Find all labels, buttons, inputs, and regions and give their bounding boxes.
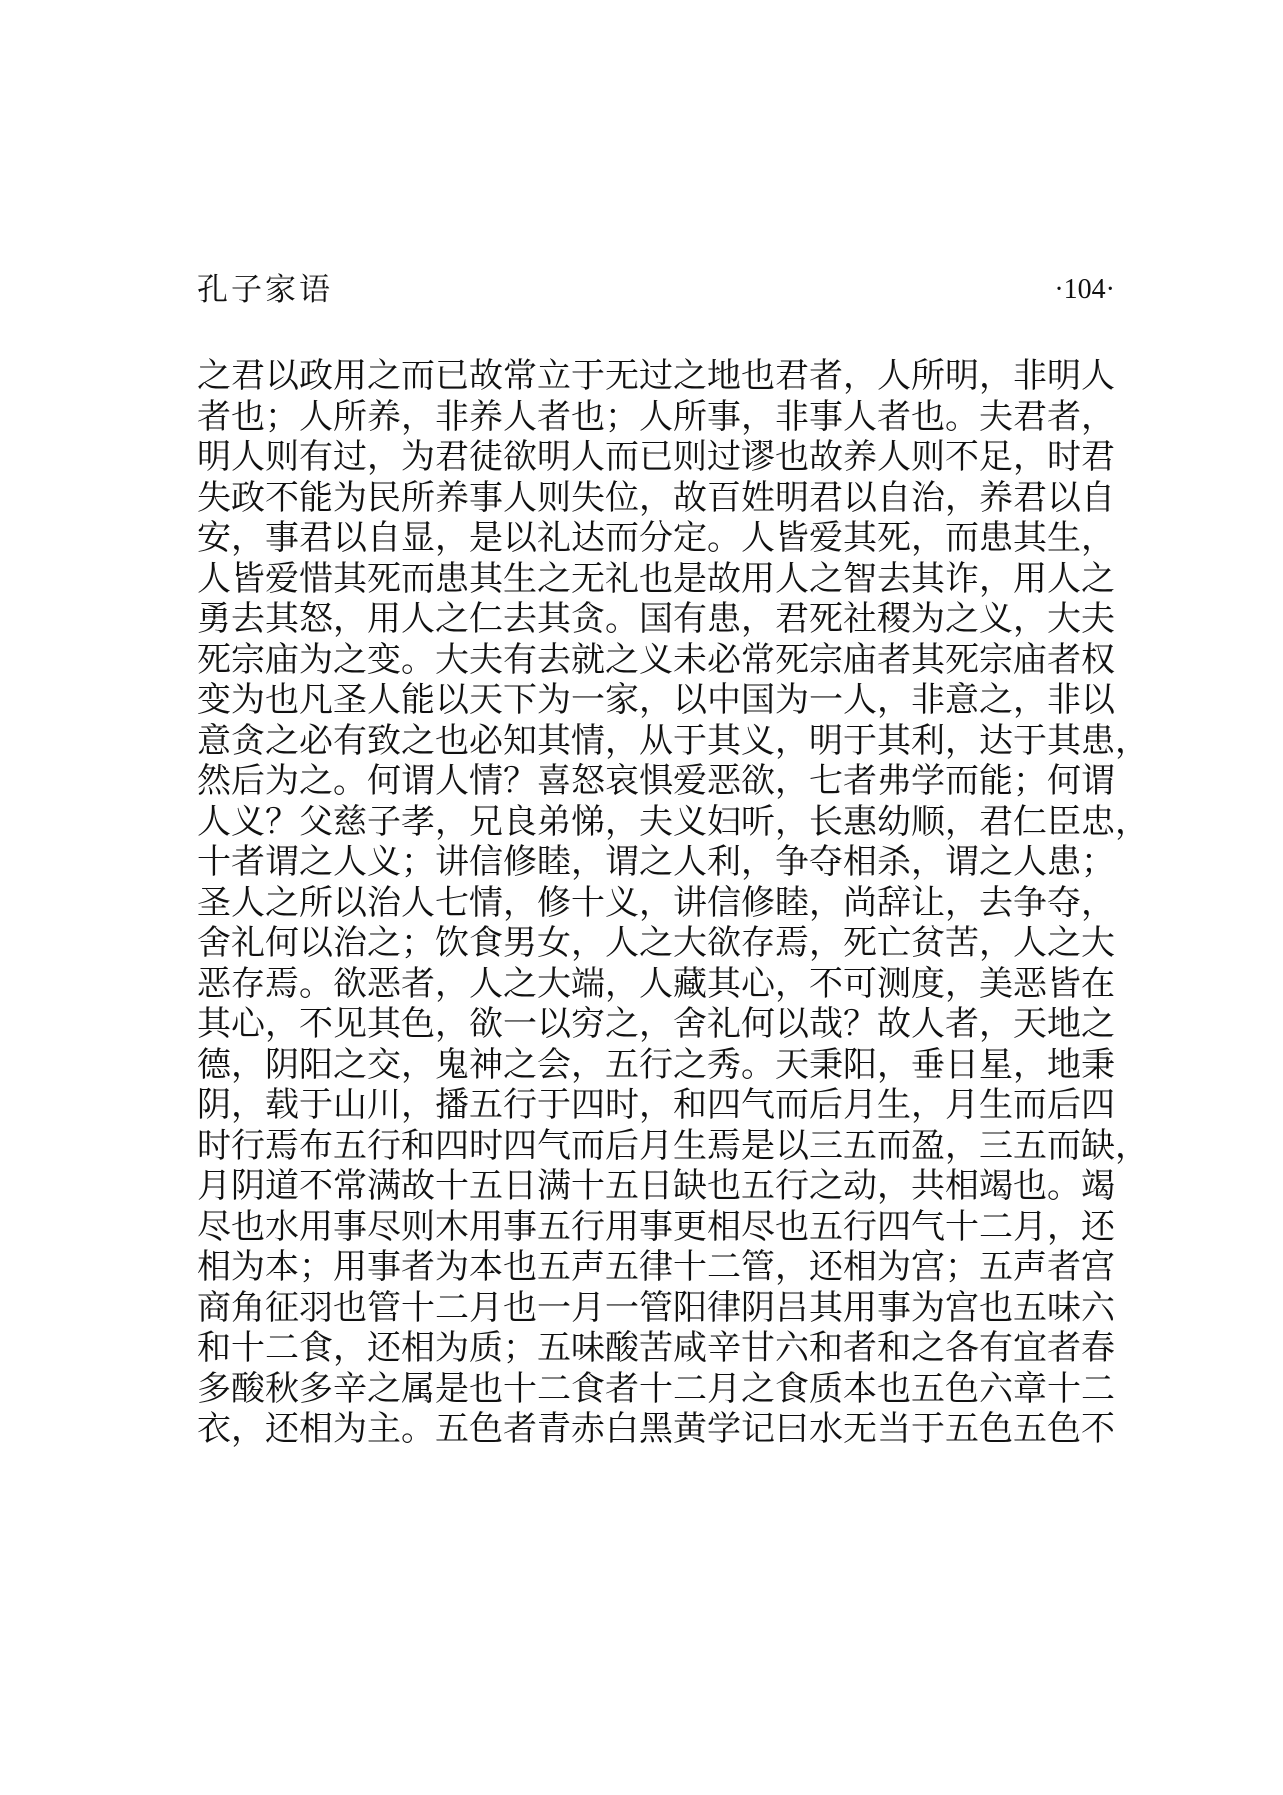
text-line: 月阴道不常满故十五日满十五日缺也五行之动，共相竭也。竭 [197, 1166, 1115, 1206]
text-line: 之君以政用之而已故常立于无过之地也君者，人所明，非明人 [197, 356, 1115, 396]
page-number: ·104· [1054, 274, 1115, 305]
text-line: 尽也水用事尽则木用事五行用事更相尽也五行四气十二月，还 [197, 1206, 1115, 1247]
text-line: 舍礼何以治之；饮食男女，人之大欲存焉，死亡贫苦，人之大 [197, 923, 1115, 963]
text-line: 者也；人所养，非养人者也；人所事，非事人者也。夫君者， [197, 396, 1115, 437]
book-title: 孔子家语 [197, 272, 333, 308]
text-line: 圣人之所以治人七情，修十义，讲信修睦，尚辞让，去争夺， [197, 882, 1115, 923]
text-line: 商角征羽也管十二月也一月一管阳律阴吕其用事为宫也五味六 [197, 1287, 1115, 1328]
text-line: 时行焉布五行和四时四气而后月生焉是以三五而盈，三五而缺， [197, 1125, 1149, 1166]
text-line: 衣，还相为主。五色者青赤白黑黄学记曰水无当于五色五色不 [197, 1409, 1115, 1449]
text-line: 相为本；用事者为本也五声五律十二管，还相为宫；五声者宫 [197, 1247, 1115, 1287]
text-line: 人皆爱惜其死而患其生之无礼也是故用人之智去其诈，用人之 [197, 558, 1115, 599]
text-line: 十者谓之人义；讲信修睦，谓之人利，争夺相杀，谓之人患； [197, 842, 1115, 882]
text-line: 和十二食，还相为质；五味酸苦咸辛甘六和者和之各有宜者春 [197, 1328, 1115, 1368]
text-line: 死宗庙为之变。大夫有去就之义未必常死宗庙者其死宗庙者权 [197, 639, 1115, 680]
text-line: 然后为之。何谓人情？喜怒哀惧爱恶欲，七者弗学而能；何谓 [197, 761, 1115, 801]
text-line: 多酸秋多辛之属是也十二食者十二月之食质本也五色六章十二 [197, 1368, 1115, 1409]
text-line: 意贪之必有致之也必知其情，从于其义，明于其利，达于其患， [197, 720, 1149, 761]
text-line: 人义？父慈子孝，兄良弟悌，夫义妇听，长惠幼顺，君仁臣忠， [197, 801, 1149, 842]
text-line: 其心，不见其色，欲一以穷之，舍礼何以哉？故人者，天地之 [197, 1004, 1115, 1044]
text-line: 德，阴阳之交，鬼神之会，五行之秀。天秉阳，垂日星，地秉 [197, 1044, 1115, 1085]
text-line: 明人则有过，为君徒欲明人而已则过谬也故养人则不足，时君 [197, 437, 1115, 477]
text-line: 勇去其怒，用人之仁去其贪。国有患，君死社稷为之义，大夫 [197, 599, 1115, 639]
text-line: 恶存焉。欲恶者，人之大端，人藏其心，不可测度，美恶皆在 [197, 963, 1115, 1004]
text-line: 变为也凡圣人能以天下为一家，以中国为一人，非意之，非以 [197, 680, 1115, 720]
page-header [197, 268, 1115, 312]
text-line: 阴，载于山川，播五行于四时，和四气而后月生，月生而后四 [197, 1085, 1115, 1125]
text-line: 安，事君以自显，是以礼达而分定。人皆爱其死，而患其生， [197, 518, 1115, 558]
body-text [197, 356, 1149, 1450]
text-line: 失政不能为民所养事人则失位，故百姓明君以自治，养君以自 [197, 477, 1115, 518]
